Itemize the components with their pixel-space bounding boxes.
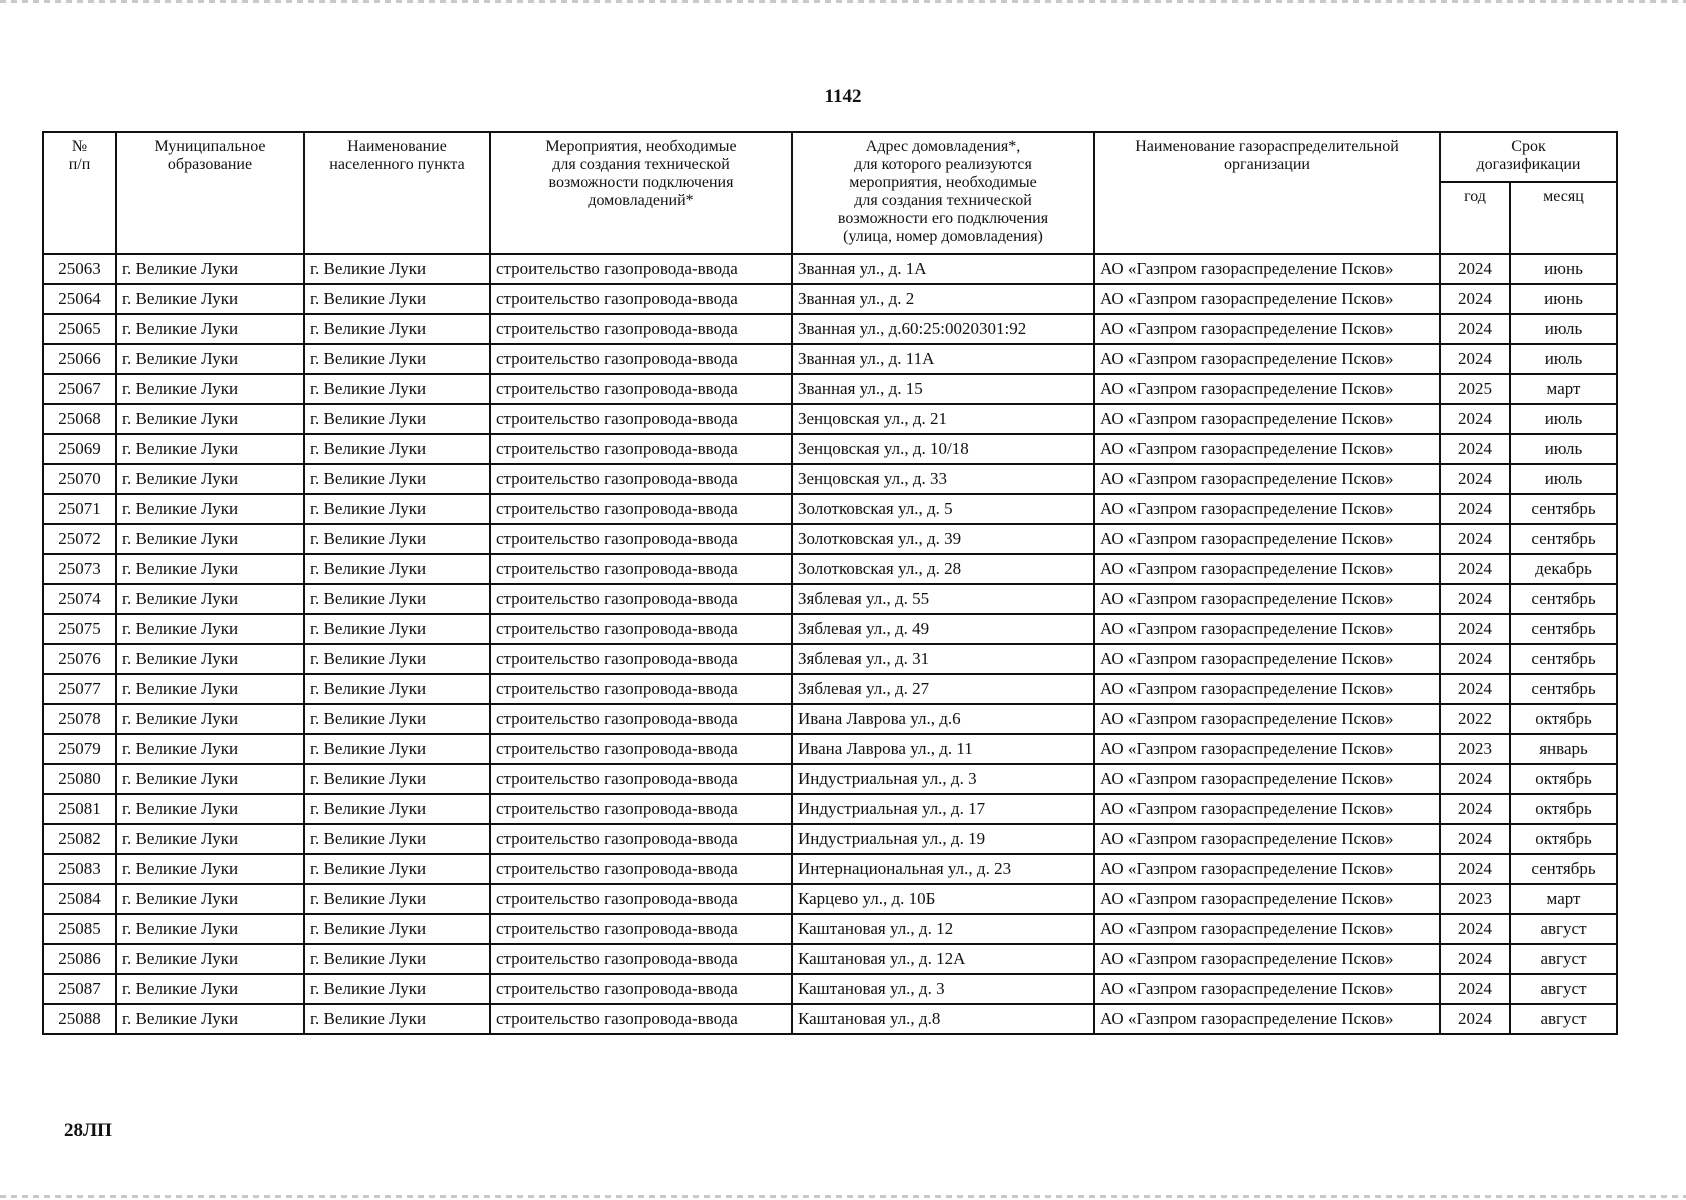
cell-organization: АО «Газпром газораспределение Псков» — [1094, 884, 1440, 914]
cell-measure: строительство газопровода-ввода — [490, 584, 792, 614]
cell-measure: строительство газопровода-ввода — [490, 824, 792, 854]
cell-num: 25075 — [43, 614, 116, 644]
cell-settlement: г. Великие Луки — [304, 1004, 490, 1034]
table-header — [43, 132, 1617, 254]
cell-municipality: г. Великие Луки — [116, 494, 304, 524]
cell-num: 25083 — [43, 854, 116, 884]
header-measures — [490, 132, 792, 254]
table-row — [43, 584, 1617, 614]
cell-settlement: г. Великие Луки — [304, 854, 490, 884]
cell-municipality: г. Великие Луки — [116, 284, 304, 314]
cell-year: 2024 — [1440, 494, 1510, 524]
cell-address: Зенцовская ул., д. 33 — [792, 464, 1094, 494]
cell-measure: строительство газопровода-ввода — [490, 404, 792, 434]
cell-organization: АО «Газпром газораспределение Псков» — [1094, 434, 1440, 464]
cell-measure: строительство газопровода-ввода — [490, 764, 792, 794]
header-municipality-text: Муниципальное образование — [154, 138, 266, 173]
cell-year: 2024 — [1440, 584, 1510, 614]
cell-address: Золотковская ул., д. 28 — [792, 554, 1094, 584]
gasification-table — [42, 131, 1618, 1035]
cell-organization: АО «Газпром газораспределение Псков» — [1094, 494, 1440, 524]
cell-address: Золотковская ул., д. 5 — [792, 494, 1094, 524]
cell-organization: АО «Газпром газораспределение Псков» — [1094, 614, 1440, 644]
cell-municipality: г. Великие Луки — [116, 344, 304, 374]
cell-num: 25080 — [43, 764, 116, 794]
cell-address: Зяблевая ул., д. 49 — [792, 614, 1094, 644]
cell-num: 25079 — [43, 734, 116, 764]
cell-organization: АО «Газпром газораспределение Псков» — [1094, 404, 1440, 434]
cell-month: август — [1510, 974, 1617, 1004]
cell-settlement: г. Великие Луки — [304, 974, 490, 1004]
cell-month: март — [1510, 884, 1617, 914]
cell-month: октябрь — [1510, 764, 1617, 794]
cell-num: 25078 — [43, 704, 116, 734]
cell-municipality: г. Великие Луки — [116, 464, 304, 494]
cell-address: Индустриальная ул., д. 19 — [792, 824, 1094, 854]
cell-organization: АО «Газпром газораспределение Псков» — [1094, 704, 1440, 734]
cell-address: Каштановая ул., д. 12 — [792, 914, 1094, 944]
cell-year: 2024 — [1440, 524, 1510, 554]
cell-num: 25086 — [43, 944, 116, 974]
cell-municipality: г. Великие Луки — [116, 824, 304, 854]
table-row — [43, 644, 1617, 674]
cell-settlement: г. Великие Луки — [304, 734, 490, 764]
table-row — [43, 254, 1617, 284]
cell-organization: АО «Газпром газораспределение Псков» — [1094, 584, 1440, 614]
table-row — [43, 794, 1617, 824]
cell-address: Званная ул., д.60:25:0020301:92 — [792, 314, 1094, 344]
cell-year: 2024 — [1440, 614, 1510, 644]
cell-year: 2024 — [1440, 404, 1510, 434]
table-row — [43, 284, 1617, 314]
cell-measure: строительство газопровода-ввода — [490, 554, 792, 584]
cell-month: июнь — [1510, 284, 1617, 314]
cell-settlement: г. Великие Луки — [304, 884, 490, 914]
cell-measure: строительство газопровода-ввода — [490, 314, 792, 344]
cell-measure: строительство газопровода-ввода — [490, 1004, 792, 1034]
cell-num: 25073 — [43, 554, 116, 584]
cell-measure: строительство газопровода-ввода — [490, 884, 792, 914]
cell-organization: АО «Газпром газораспределение Псков» — [1094, 854, 1440, 884]
cell-settlement: г. Великие Луки — [304, 524, 490, 554]
cell-num: 25082 — [43, 824, 116, 854]
cell-num: 25066 — [43, 344, 116, 374]
cell-year: 2024 — [1440, 284, 1510, 314]
cell-organization: АО «Газпром газораспределение Псков» — [1094, 794, 1440, 824]
table-row — [43, 1004, 1617, 1034]
table-row — [43, 914, 1617, 944]
cell-year: 2024 — [1440, 344, 1510, 374]
cell-month: август — [1510, 1004, 1617, 1034]
cell-measure: строительство газопровода-ввода — [490, 794, 792, 824]
header-municipality — [116, 132, 304, 254]
cell-month: сентябрь — [1510, 584, 1617, 614]
cell-municipality: г. Великие Луки — [116, 884, 304, 914]
cell-year: 2022 — [1440, 704, 1510, 734]
cell-year: 2024 — [1440, 944, 1510, 974]
cell-num: 25064 — [43, 284, 116, 314]
cell-num: 25069 — [43, 434, 116, 464]
cell-organization: АО «Газпром газораспределение Псков» — [1094, 674, 1440, 704]
cell-address: Зенцовская ул., д. 10/18 — [792, 434, 1094, 464]
cell-settlement: г. Великие Луки — [304, 434, 490, 464]
cell-num: 25084 — [43, 884, 116, 914]
cell-organization: АО «Газпром газораспределение Псков» — [1094, 1004, 1440, 1034]
cell-measure: строительство газопровода-ввода — [490, 854, 792, 884]
cell-measure: строительство газопровода-ввода — [490, 524, 792, 554]
cell-organization: АО «Газпром газораспределение Псков» — [1094, 314, 1440, 344]
cell-municipality: г. Великие Луки — [116, 854, 304, 884]
table-row — [43, 944, 1617, 974]
cell-address: Званная ул., д. 15 — [792, 374, 1094, 404]
cell-municipality: г. Великие Луки — [116, 434, 304, 464]
cell-settlement: г. Великие Луки — [304, 554, 490, 584]
header-organization-text: Наименование газораспределительной организации — [1135, 138, 1399, 173]
cell-measure: строительство газопровода-ввода — [490, 914, 792, 944]
table-row — [43, 854, 1617, 884]
cell-address: Зяблевая ул., д. 31 — [792, 644, 1094, 674]
cell-year: 2024 — [1440, 854, 1510, 884]
cell-address: Каштановая ул., д. 3 — [792, 974, 1094, 1004]
cell-year: 2023 — [1440, 884, 1510, 914]
cell-num: 25076 — [43, 644, 116, 674]
cell-year: 2024 — [1440, 464, 1510, 494]
cell-year: 2024 — [1440, 644, 1510, 674]
cell-num: 25067 — [43, 374, 116, 404]
cell-address: Зяблевая ул., д. 27 — [792, 674, 1094, 704]
cell-year: 2024 — [1440, 314, 1510, 344]
cell-num: 25068 — [43, 404, 116, 434]
cell-organization: АО «Газпром газораспределение Псков» — [1094, 944, 1440, 974]
cell-num: 25065 — [43, 314, 116, 344]
cell-municipality: г. Великие Луки — [116, 644, 304, 674]
cell-month: октябрь — [1510, 794, 1617, 824]
cell-municipality: г. Великие Луки — [116, 404, 304, 434]
cell-measure: строительство газопровода-ввода — [490, 644, 792, 674]
cell-settlement: г. Великие Луки — [304, 674, 490, 704]
cell-month: сентябрь — [1510, 494, 1617, 524]
cell-municipality: г. Великие Луки — [116, 704, 304, 734]
cell-address: Каштановая ул., д. 12А — [792, 944, 1094, 974]
scan-top-edge — [0, 0, 1686, 3]
header-year: год — [1440, 182, 1510, 254]
cell-month: октябрь — [1510, 704, 1617, 734]
cell-municipality: г. Великие Луки — [116, 314, 304, 344]
cell-month: январь — [1510, 734, 1617, 764]
cell-year: 2024 — [1440, 554, 1510, 584]
cell-address: Индустриальная ул., д. 3 — [792, 764, 1094, 794]
table-row — [43, 614, 1617, 644]
table-row — [43, 344, 1617, 374]
table-row — [43, 374, 1617, 404]
cell-organization: АО «Газпром газораспределение Псков» — [1094, 824, 1440, 854]
cell-measure: строительство газопровода-ввода — [490, 344, 792, 374]
cell-month: август — [1510, 914, 1617, 944]
cell-address: Званная ул., д. 2 — [792, 284, 1094, 314]
cell-month: июль — [1510, 314, 1617, 344]
cell-organization: АО «Газпром газораспределение Псков» — [1094, 554, 1440, 584]
cell-num: 25085 — [43, 914, 116, 944]
table-row — [43, 524, 1617, 554]
cell-settlement: г. Великие Луки — [304, 374, 490, 404]
cell-organization: АО «Газпром газораспределение Псков» — [1094, 284, 1440, 314]
cell-num: 25088 — [43, 1004, 116, 1034]
cell-address: Каштановая ул., д.8 — [792, 1004, 1094, 1034]
cell-month: июнь — [1510, 254, 1617, 284]
cell-month: март — [1510, 374, 1617, 404]
cell-municipality: г. Великие Луки — [116, 914, 304, 944]
cell-month: декабрь — [1510, 554, 1617, 584]
header-month: месяц — [1510, 182, 1617, 254]
cell-measure: строительство газопровода-ввода — [490, 434, 792, 464]
table-row — [43, 434, 1617, 464]
cell-year: 2024 — [1440, 434, 1510, 464]
table-row — [43, 764, 1617, 794]
cell-measure: строительство газопровода-ввода — [490, 734, 792, 764]
table-row — [43, 704, 1617, 734]
cell-organization: АО «Газпром газораспределение Псков» — [1094, 374, 1440, 404]
header-num — [43, 132, 116, 254]
cell-municipality: г. Великие Луки — [116, 254, 304, 284]
cell-settlement: г. Великие Луки — [304, 614, 490, 644]
cell-month: сентябрь — [1510, 854, 1617, 884]
cell-month: июль — [1510, 344, 1617, 374]
cell-year: 2024 — [1440, 794, 1510, 824]
cell-address: Карцево ул., д. 10Б — [792, 884, 1094, 914]
cell-num: 25072 — [43, 524, 116, 554]
cell-measure: строительство газопровода-ввода — [490, 464, 792, 494]
table-body — [43, 254, 1617, 1034]
cell-measure: строительство газопровода-ввода — [490, 704, 792, 734]
cell-num: 25087 — [43, 974, 116, 1004]
cell-year: 2024 — [1440, 1004, 1510, 1034]
cell-settlement: г. Великие Луки — [304, 314, 490, 344]
cell-year: 2024 — [1440, 974, 1510, 1004]
cell-measure: строительство газопровода-ввода — [490, 614, 792, 644]
cell-organization: АО «Газпром газораспределение Псков» — [1094, 764, 1440, 794]
cell-municipality: г. Великие Луки — [116, 524, 304, 554]
table-row — [43, 314, 1617, 344]
footer-code: 28ЛП — [64, 1120, 112, 1141]
cell-municipality: г. Великие Луки — [116, 584, 304, 614]
header-address-text: Адрес домовладения*, для которого реализуются мероприятия, необходимые для создания технической возможности его подключения (улица, номер домовладения) — [837, 138, 1049, 245]
header-term — [1440, 132, 1617, 182]
cell-measure: строительство газопровода-ввода — [490, 944, 792, 974]
cell-num: 25074 — [43, 584, 116, 614]
cell-measure: строительство газопровода-ввода — [490, 674, 792, 704]
scan-bottom-edge — [0, 1195, 1686, 1198]
header-num-text: № п/п — [68, 138, 91, 173]
cell-month: сентябрь — [1510, 644, 1617, 674]
cell-year: 2024 — [1440, 674, 1510, 704]
cell-organization: АО «Газпром газораспределение Псков» — [1094, 914, 1440, 944]
cell-municipality: г. Великие Луки — [116, 554, 304, 584]
header-term-text: Срок догазификации — [1476, 138, 1581, 173]
cell-address: Ивана Лаврова ул., д. 11 — [792, 734, 1094, 764]
header-settlement-text: Наименование населенного пункта — [329, 138, 465, 173]
gasification-table-wrapper — [42, 131, 1616, 1035]
cell-num: 25063 — [43, 254, 116, 284]
header-settlement — [304, 132, 490, 254]
cell-settlement: г. Великие Луки — [304, 794, 490, 824]
cell-num: 25077 — [43, 674, 116, 704]
cell-organization: АО «Газпром газораспределение Псков» — [1094, 344, 1440, 374]
cell-municipality: г. Великие Луки — [116, 1004, 304, 1034]
cell-settlement: г. Великие Луки — [304, 914, 490, 944]
cell-municipality: г. Великие Луки — [116, 614, 304, 644]
cell-address: Зяблевая ул., д. 55 — [792, 584, 1094, 614]
header-address — [792, 132, 1094, 254]
cell-address: Индустриальная ул., д. 17 — [792, 794, 1094, 824]
cell-year: 2023 — [1440, 734, 1510, 764]
cell-year: 2025 — [1440, 374, 1510, 404]
cell-settlement: г. Великие Луки — [304, 704, 490, 734]
cell-month: июль — [1510, 434, 1617, 464]
cell-year: 2024 — [1440, 824, 1510, 854]
cell-settlement: г. Великие Луки — [304, 344, 490, 374]
cell-settlement: г. Великие Луки — [304, 404, 490, 434]
cell-year: 2024 — [1440, 764, 1510, 794]
cell-address: Званная ул., д. 1А — [792, 254, 1094, 284]
cell-settlement: г. Великие Луки — [304, 464, 490, 494]
cell-num: 25071 — [43, 494, 116, 524]
table-row — [43, 554, 1617, 584]
cell-num: 25070 — [43, 464, 116, 494]
cell-settlement: г. Великие Луки — [304, 824, 490, 854]
table-row — [43, 734, 1617, 764]
cell-organization: АО «Газпром газораспределение Псков» — [1094, 974, 1440, 1004]
cell-address: Званная ул., д. 11А — [792, 344, 1094, 374]
page-number: 1142 — [824, 86, 862, 107]
cell-organization: АО «Газпром газораспределение Псков» — [1094, 254, 1440, 284]
cell-month: октябрь — [1510, 824, 1617, 854]
cell-year: 2024 — [1440, 914, 1510, 944]
cell-settlement: г. Великие Луки — [304, 944, 490, 974]
cell-month: июль — [1510, 404, 1617, 434]
cell-settlement: г. Великие Луки — [304, 284, 490, 314]
cell-measure: строительство газопровода-ввода — [490, 974, 792, 1004]
cell-municipality: г. Великие Луки — [116, 794, 304, 824]
cell-municipality: г. Великие Луки — [116, 974, 304, 1004]
cell-month: сентябрь — [1510, 674, 1617, 704]
cell-year: 2024 — [1440, 254, 1510, 284]
cell-num: 25081 — [43, 794, 116, 824]
cell-settlement: г. Великие Луки — [304, 644, 490, 674]
table-row — [43, 824, 1617, 854]
cell-measure: строительство газопровода-ввода — [490, 494, 792, 524]
cell-settlement: г. Великие Луки — [304, 254, 490, 284]
cell-settlement: г. Великие Луки — [304, 584, 490, 614]
cell-address: Ивана Лаврова ул., д.6 — [792, 704, 1094, 734]
table-row — [43, 674, 1617, 704]
cell-organization: АО «Газпром газораспределение Псков» — [1094, 644, 1440, 674]
cell-municipality: г. Великие Луки — [116, 764, 304, 794]
table-row — [43, 464, 1617, 494]
cell-measure: строительство газопровода-ввода — [490, 374, 792, 404]
cell-settlement: г. Великие Луки — [304, 764, 490, 794]
table-row — [43, 404, 1617, 434]
header-measures-text: Мероприятия, необходимые для создания технической возможности подключения домовладений* — [545, 138, 737, 209]
header-organization — [1094, 132, 1440, 254]
cell-municipality: г. Великие Луки — [116, 674, 304, 704]
cell-municipality: г. Великие Луки — [116, 374, 304, 404]
cell-month: июль — [1510, 464, 1617, 494]
cell-municipality: г. Великие Луки — [116, 734, 304, 764]
cell-municipality: г. Великие Луки — [116, 944, 304, 974]
cell-organization: АО «Газпром газораспределение Псков» — [1094, 524, 1440, 554]
cell-organization: АО «Газпром газораспределение Псков» — [1094, 734, 1440, 764]
table-row — [43, 974, 1617, 1004]
cell-address: Интернациональная ул., д. 23 — [792, 854, 1094, 884]
cell-month: август — [1510, 944, 1617, 974]
cell-month: сентябрь — [1510, 614, 1617, 644]
cell-organization: АО «Газпром газораспределение Псков» — [1094, 464, 1440, 494]
table-row — [43, 884, 1617, 914]
cell-measure: строительство газопровода-ввода — [490, 284, 792, 314]
cell-month: сентябрь — [1510, 524, 1617, 554]
cell-settlement: г. Великие Луки — [304, 494, 490, 524]
cell-address: Зенцовская ул., д. 21 — [792, 404, 1094, 434]
cell-address: Золотковская ул., д. 39 — [792, 524, 1094, 554]
cell-measure: строительство газопровода-ввода — [490, 254, 792, 284]
table-row — [43, 494, 1617, 524]
